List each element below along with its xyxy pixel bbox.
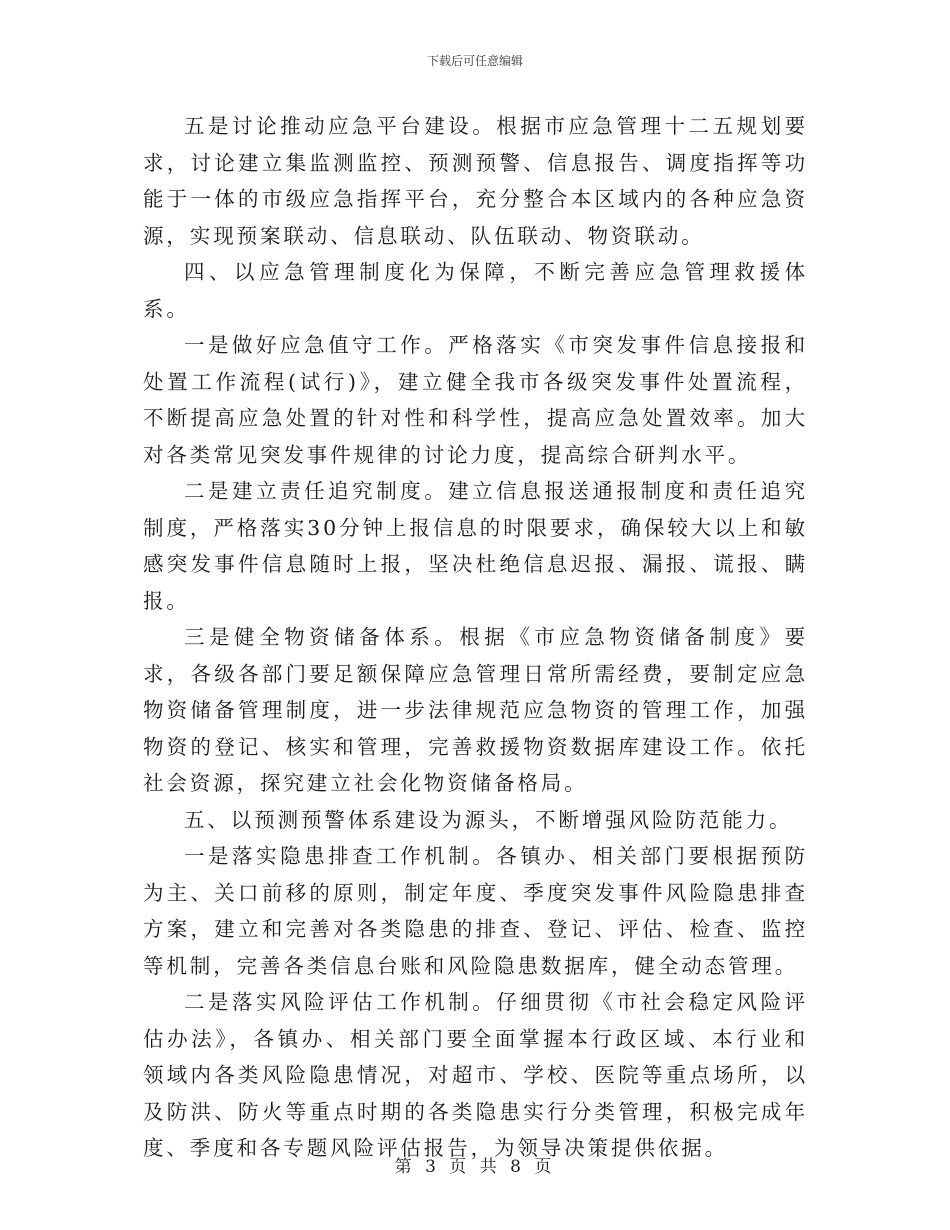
paragraph: 三是健全物资储备体系。根据《市应急物资储备制度》要求，各级各部门要足额保障应急管理日常所需经费，要制定应急物资储备管理制度，进一步法律规范应急物资的管理工作，加强物资的登记、核实和管理，完善救援物资数据库建设工作。依托社会资源，探究建立社会化物资储备格局。 xyxy=(143,625,808,795)
paragraph: 五是讨论推动应急平台建设。根据市应急管理十二五规划要求，讨论建立集监测监控、预测预警、信息报告、调度指挥等功能于一体的市级应急指挥平台，充分整合本区域内的各种应急资源，实现预案联动、信息联动、队伍联动、物资联动。 xyxy=(143,114,808,248)
section-heading: 四、以应急管理制度化为保障，不断完善应急管理救援体系。 xyxy=(143,260,808,321)
section-heading: 五、以预测预警体系建设为源头，不断增强风险防范能力。 xyxy=(184,807,793,832)
document-body xyxy=(143,108,808,1167)
paragraph: 一是做好应急值守工作。严格落实《市突发事件信息接报和处置工作流程(试行)》，建立健全我市各级突发事件处置流程，不断提高应急处置的针对性和科学性，提高应急处置效率。加大对各类常见突发事件规律的讨论力度，提高综合研判水平。 xyxy=(143,333,808,467)
paragraph: 一是落实隐患排查工作机制。各镇办、相关部门要根据预防为主、关口前移的原则，制定年度、季度突发事件风险隐患排查方案，建立和完善对各类隐患的排查、登记、评估、检查、监控等机制，完善各类信息台账和风险隐患数据库，健全动态管理。 xyxy=(143,844,808,978)
page-header: 下载后可任意编辑 xyxy=(426,54,523,68)
paragraph: 二是建立责任追究制度。建立信息报送通报制度和责任追究制度，严格落实30分钟上报信息的时限要求，确保较大以上和敏感突发事件信息随时上报，坚决杜绝信息迟报、漏报、谎报、瞒报。 xyxy=(143,479,808,613)
paragraph: 二是落实风险评估工作机制。仔细贯彻《市社会稳定风险评估办法》，各镇办、相关部门要全面掌握本行政区域、本行业和领域内各类风险隐患情况，对超市、学校、医院等重点场所，以及防洪、防火等重点时期的各类隐患实行分类管理，积极完成年度、季度和各专题风险评估报告，为领导决策提供依据。 xyxy=(143,990,808,1160)
page-number-footer: 第 3 页 共 8 页 xyxy=(394,1157,556,1177)
